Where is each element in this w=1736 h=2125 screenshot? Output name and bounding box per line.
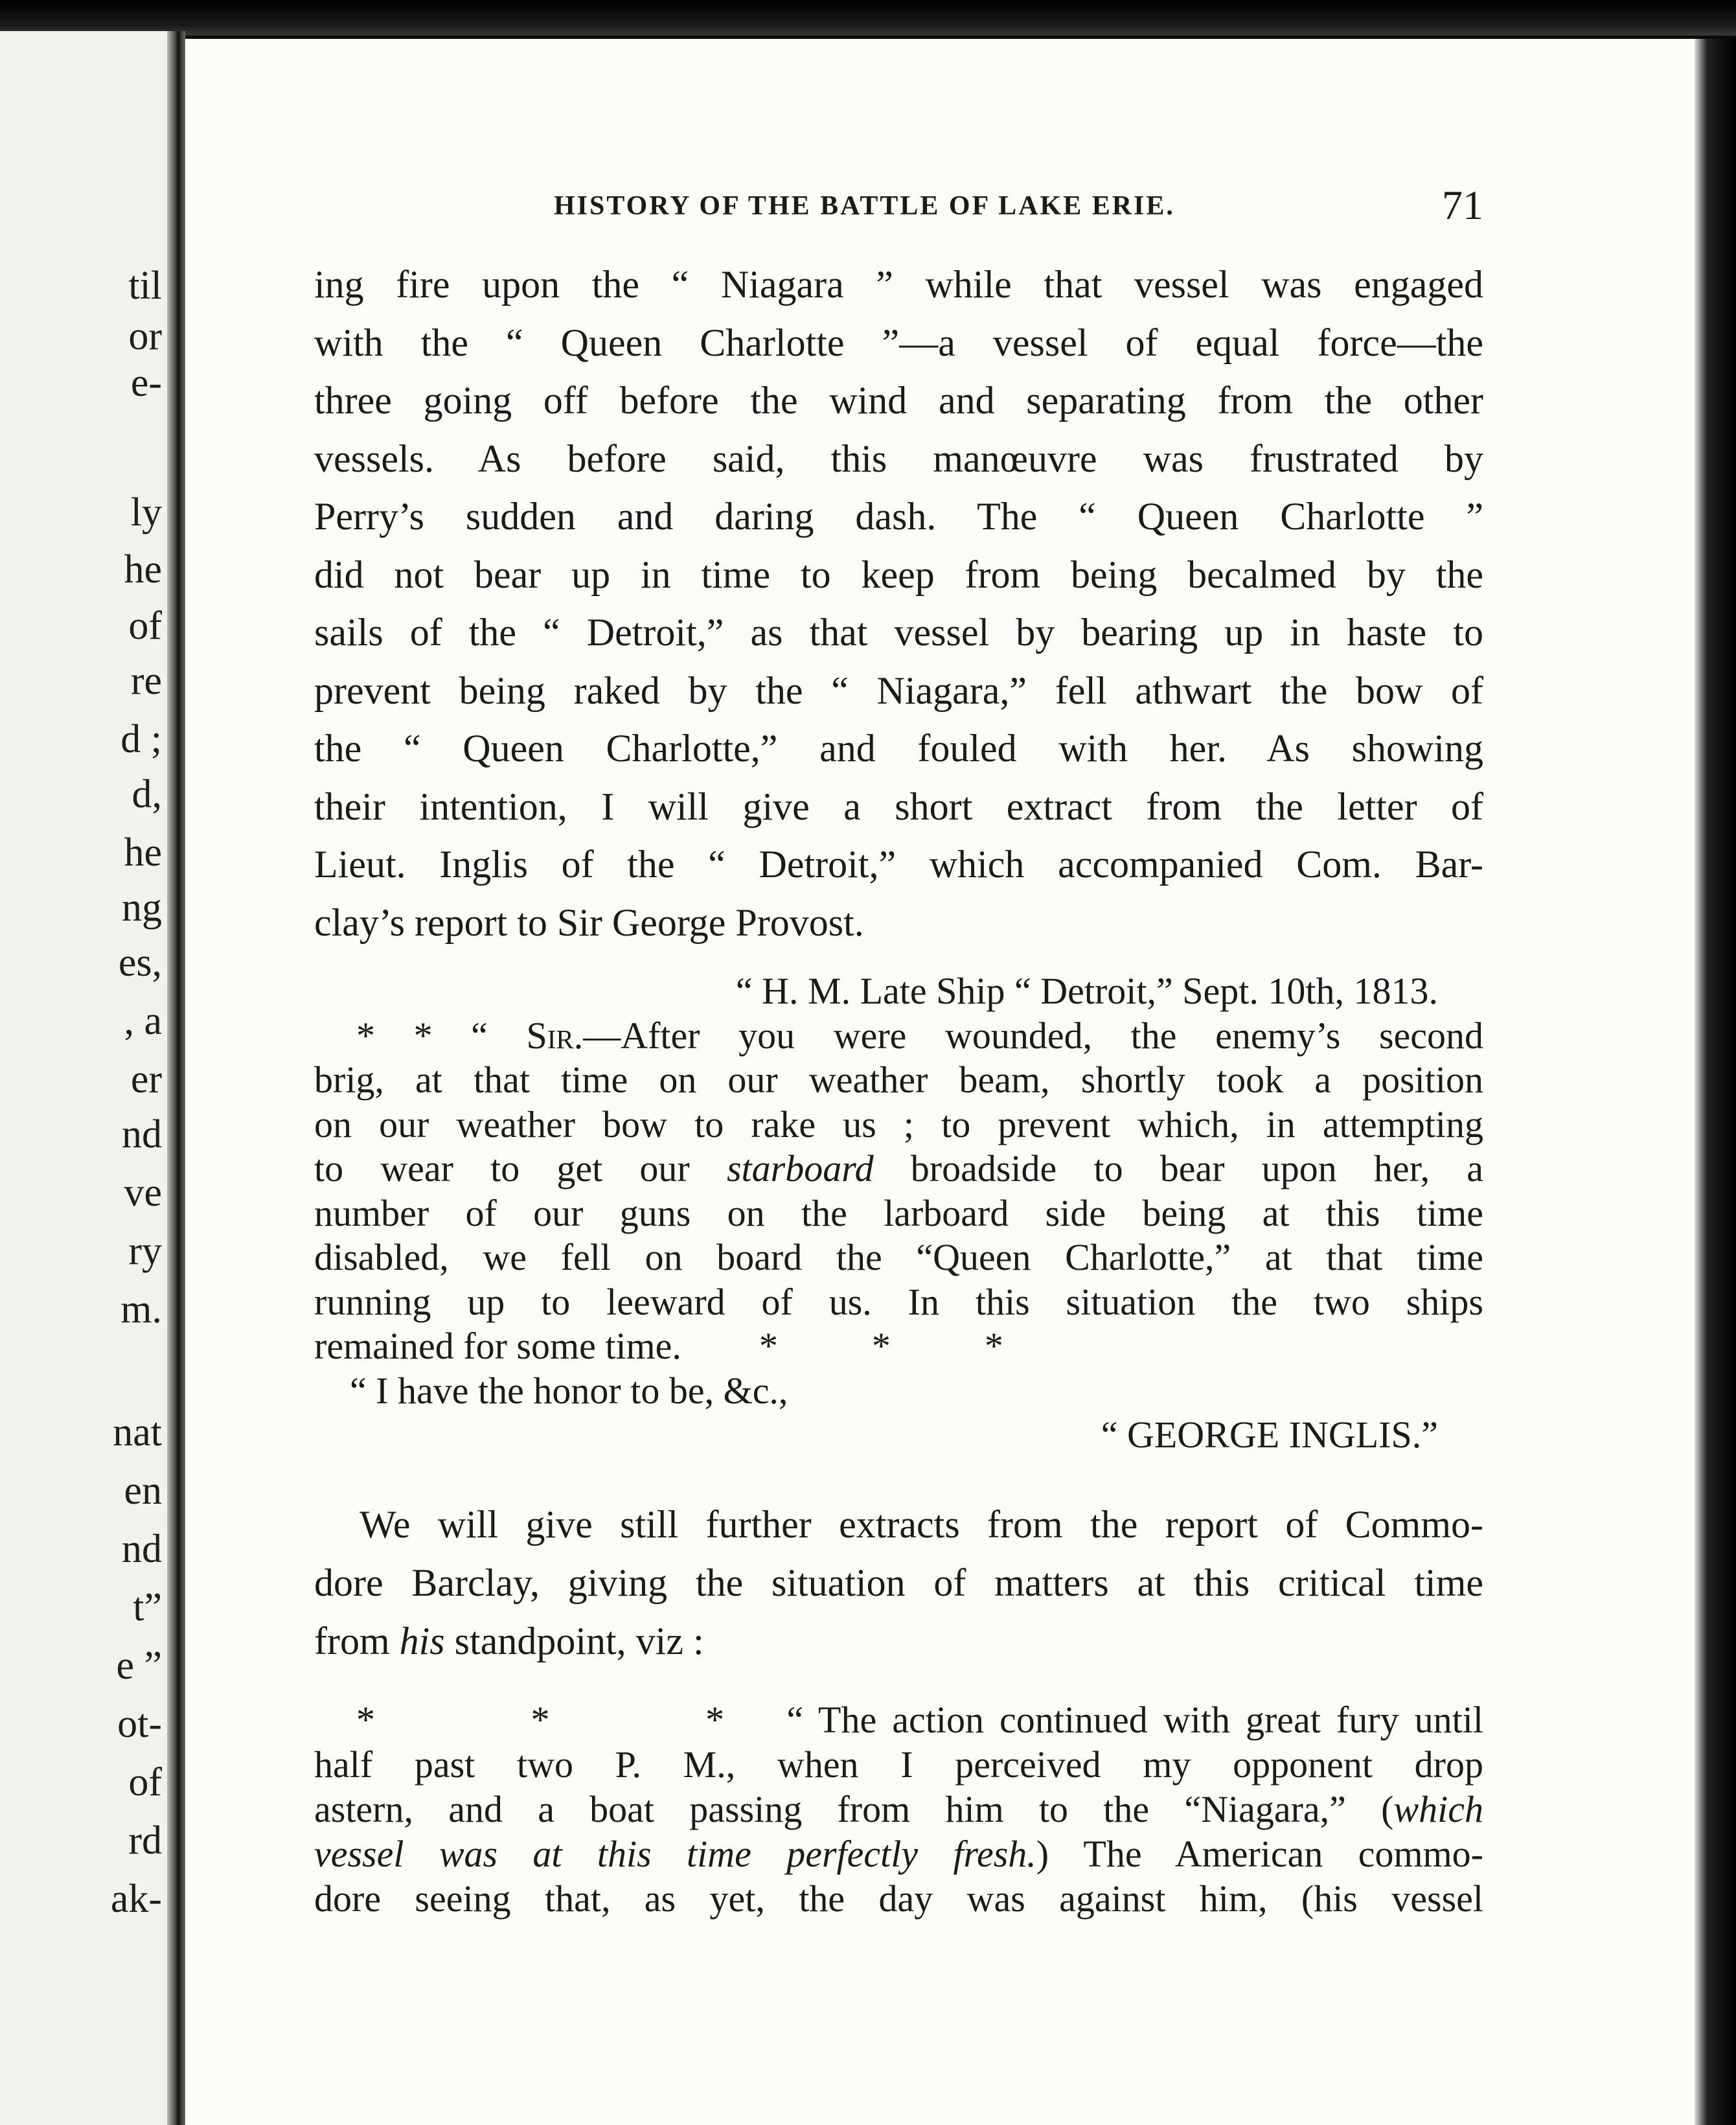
paragraph-1 — [314, 256, 1483, 952]
text-span: —After you were wounded, the enemy’s second — [583, 1014, 1484, 1057]
letter-dateline: “ H. M. Late Ship “ Detroit,” Sept. 10th, 1813. — [735, 970, 1438, 1012]
italic-text: starboard — [726, 1147, 874, 1189]
text-line: dore Barclay, giving the situation of matters at this critical time — [314, 1561, 1483, 1604]
left-page-fragment: en — [124, 1469, 162, 1513]
text-line — [314, 1147, 1483, 1191]
letter-signoff: “ I have the honor to be, &c., — [350, 1369, 788, 1412]
text-line: Lieut. Inglis of the “ Detroit,” which accompanied Com. Bar- — [314, 843, 1483, 886]
left-page-fragment: or — [128, 314, 162, 358]
text-line: with the “ Queen Charlotte ”—a vessel of equal force—the — [314, 321, 1483, 364]
left-page-fragment: of — [128, 604, 162, 648]
text-line: did not bear up in time to keep from being becalmed by the — [314, 553, 1483, 596]
left-page-fragment: es, — [118, 941, 162, 985]
italic-text: which — [1393, 1788, 1483, 1830]
left-page-fragment: ng — [122, 886, 162, 930]
left-page-fragment: ak- — [110, 1877, 162, 1921]
text-span: astern, and a boat passing from him to the “Niagara,” ( — [314, 1788, 1394, 1830]
left-page-fragment: ve — [124, 1171, 162, 1215]
left-page-fragment: til — [128, 264, 162, 308]
running-title: HISTORY OF THE BATTLE OF LAKE ERIE. — [554, 191, 1175, 221]
text-line — [314, 1014, 1483, 1059]
text-line: vessels. As before said, this manœuvre was frustrated by — [314, 437, 1483, 480]
text-line: dore seeing that, as yet, the day was against him, (his vessel — [314, 1878, 1483, 1920]
scan-border-right — [1695, 39, 1736, 2125]
left-page-fragment: ot- — [117, 1702, 162, 1746]
text-line: Perry’s sudden and daring dash. The “ Queen Charlotte ” — [314, 495, 1483, 538]
left-page-fragment: d ; — [120, 717, 162, 761]
text-line: We will give still further extracts from the report of Commo- — [360, 1503, 1483, 1546]
left-page-fragment: ry — [128, 1229, 162, 1273]
text-span: “ The action continued with great fury until — [786, 1699, 1483, 1741]
scan-border-top — [0, 0, 1736, 36]
barclay-quote — [314, 1697, 1483, 1921]
text-line: on our weather bow to rake us ; to prevent which, in attempting — [314, 1103, 1483, 1145]
running-header — [554, 181, 1483, 233]
left-page-fragment: , a — [124, 999, 162, 1043]
text-line: running up to leeward of us. In this situation the two ships — [314, 1280, 1483, 1323]
ellipsis-stars: * * “ — [356, 1014, 488, 1057]
text-line: their intention, I will give a short extract from the letter of — [314, 785, 1483, 828]
letter-salutation: Sir. — [526, 1014, 584, 1057]
left-page-fragment: he — [124, 547, 162, 592]
page-number: 71 — [1442, 182, 1483, 228]
left-page-fragment: nd — [122, 1112, 162, 1156]
left-page-fragment: nat — [113, 1410, 162, 1454]
text-line — [314, 1787, 1483, 1832]
text-line: the “ Queen Charlotte,” and fouled with her. As showing — [314, 727, 1483, 770]
text-line: brig, at that time on our weather beam, shortly took a position — [314, 1059, 1483, 1101]
text-line — [314, 1612, 1483, 1670]
text-line: clay’s report to Sir George Provost. — [314, 901, 864, 944]
left-page-fragment: ly — [130, 490, 162, 534]
text-span: to wear to get our — [314, 1147, 690, 1189]
left-page-fragment: t” — [133, 1585, 162, 1629]
left-page-fragment: nd — [122, 1527, 162, 1571]
text-line: half past two P. M., when I perceived my opponent drop — [314, 1743, 1483, 1786]
paragraph-2 — [314, 1495, 1483, 1670]
text-line — [314, 1324, 1483, 1369]
text-line — [314, 1832, 1483, 1876]
ellipsis-stars: * * * — [759, 1325, 1003, 1367]
left-page-fragment: e- — [130, 361, 162, 405]
text-line: sails of the “ Detroit,” as that vessel by bearing up in haste to — [314, 611, 1483, 654]
left-page-fragment: he — [124, 831, 162, 875]
left-page-fragment: er — [130, 1057, 162, 1101]
text-line: number of our guns on the larboard side being at this time — [314, 1191, 1483, 1234]
left-page-fragment: m. — [120, 1287, 162, 1331]
left-page-fragment: e ” — [116, 1644, 162, 1688]
text-span: from — [314, 1620, 390, 1662]
text-span: ) The American commo- — [1036, 1833, 1484, 1875]
text-line: disabled, we fell on board the “Queen Charlotte,” at that time — [314, 1236, 1483, 1278]
left-page-fragment: rd — [128, 1819, 162, 1863]
text-line: three going off before the wind and separating from the other — [314, 379, 1483, 422]
inglis-letter — [314, 969, 1483, 1458]
text-span: remained for some time. — [314, 1325, 681, 1367]
text-span: broadside to bear upon her, a — [910, 1147, 1484, 1189]
italic-text: his — [399, 1620, 445, 1662]
left-page-fragment: of — [128, 1760, 162, 1804]
left-page-fragment: re — [130, 659, 162, 703]
left-page-fragment: d, — [131, 772, 162, 816]
book-gutter — [167, 31, 185, 2125]
ellipsis-stars: * * * — [356, 1699, 725, 1741]
letter-signature: “ GEORGE INGLIS.” — [1101, 1414, 1438, 1456]
text-line: prevent being raked by the “ Niagara,” fell athwart the bow of — [314, 669, 1483, 712]
text-span: standpoint, viz : — [454, 1620, 704, 1662]
text-line: ing fire upon the “ Niagara ” while that vessel was engaged — [314, 263, 1483, 306]
text-line — [314, 1697, 1483, 1742]
italic-text: vessel was at this time perfectly fresh. — [314, 1833, 1036, 1875]
